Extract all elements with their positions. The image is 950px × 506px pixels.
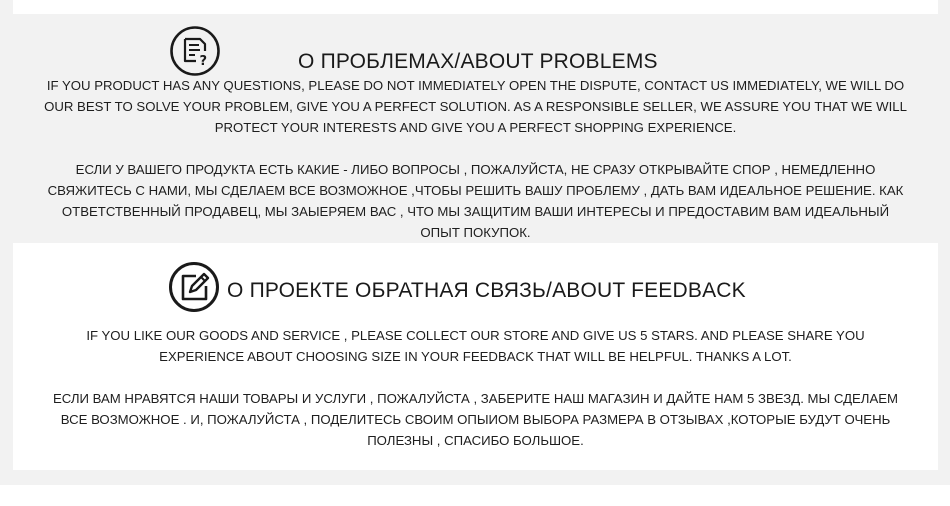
feedback-text-ru: ЕСЛИ ВАМ НРАВЯТСЯ НАШИ ТОВАРЫ И УСЛУГИ , ПОЖАЛУЙСТА , ЗАБЕРИТЕ НАШ МАГАЗИН И ДАЙТЕ НАМ 5 ЗВЕЗД. МЫ СДЕЛАЕМ ВСЕ ВОЗМОЖНОЕ . И, ПОЖАЛУЙСТА , ПОДЕЛИТЕСЬ СВОИМ ОПЫИОМ ВЫБОРА РАЗМЕРА В ОТЗЫВАХ ,КОТОРЫЕ БУДУТ ОЧЕНЬ ПОЛЕЗНЫ , СПАСИБО БОЛЬШОЕ.	[52, 391, 899, 448]
edit-note-icon	[168, 261, 220, 313]
feedback-text-en: IF YOU LIKE OUR GOODS AND SERVICE , PLEASE COLLECT OUR STORE AND GIVE US 5 STARS. AND PLEASE SHARE YOU EXPERIENCE ABOUT CHOOSING SIZE IN YOUR FEEDBACK THAT WILL BE HELPFUL. THANKS A LOT.	[86, 328, 865, 364]
question-document-icon	[169, 25, 221, 77]
feedback-section	[13, 243, 938, 470]
feedback-title: О ПРОЕКТЕ ОБРАТНАЯ СВЯЗЬ/ABOUT FEEDBACK	[227, 279, 746, 302]
top-white-strip	[13, 0, 938, 14]
problems-text-ru: ЕСЛИ У ВАШЕГО ПРОДУКТА ЕСТЬ КАКИЕ - ЛИБО ВОПРОСЫ , ПОЖАЛУЙСТА, НЕ СРАЗУ ОТКРЫВАЙТЕ СПОР , НЕМЕДЛЕННО СВЯЖИТЕСЬ С НАМИ, МЫ СДЕЛАЕМ ВСЕ ВОЗМОЖНОЕ ,ЧТОБЫ РЕШИТЬ ВАШУ ПРОБЛЕМУ , ДАТЬ ВАМ ИДЕАЛЬНОЕ РЕШЕНИЕ. КАК ОТВЕТСТВЕННЫЙ ПРОДАВЕЦ, МЫ ЗАЫЕРЯЕМ ВАС , ЧТО МЫ ЗАЩИТИМ ВАШИ ИНТЕРЕСЫ И ПРЕДОСТАВИМ ВАМ ИДЕАЛЬНЫЙ ОПЫТ ПОКУПОК.	[47, 162, 904, 240]
problems-text-en: IF YOU PRODUCT HAS ANY QUESTIONS, PLEASE DO NOT IMMEDIATELY OPEN THE DISPUTE, CONTACT US IMMEDIATELY, WE WILL DO OUR BEST TO SOLVE YOUR PROBLEM, GIVE YOU A PERFECT SOLUTION. AS A RESPONSIBLE SELLER, WE ASSURE YOU THAT WE WILL PROTECT YOUR INTERESTS AND GIVE YOU A PERFECT SHOPPING EXPERIENCE.	[44, 78, 907, 135]
problems-title: О ПРОБЛЕМАХ/ABOUT PROBLEMS	[298, 50, 658, 73]
svg-text:?: ?	[199, 54, 208, 69]
problems-section	[13, 16, 938, 240]
